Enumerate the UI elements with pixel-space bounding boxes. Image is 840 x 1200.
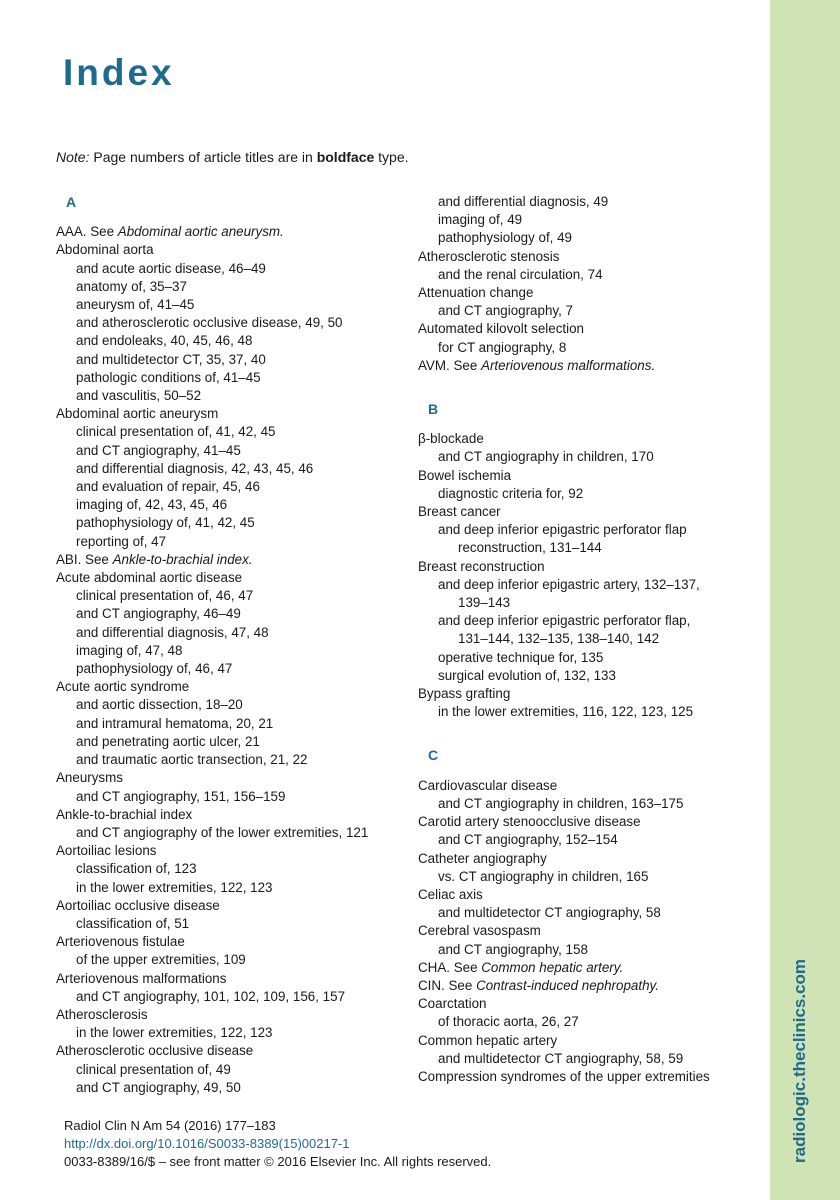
page-footer [64,1117,491,1171]
index-heading: Automated kilovolt selection [418,321,584,337]
index-subentry: and multidetector CT, 35, 37, 40 [76,351,266,367]
index-subentry: anatomy of, 35–37 [76,278,187,294]
index-subentry: classification of, 51 [76,915,190,931]
index-subentry: and deep inferior epigastric artery, 132–137, [438,576,700,592]
index-subentry: pathophysiology of, 41, 42, 45 [76,515,255,531]
index-heading: Breast cancer [418,504,501,520]
index-subentry: in the lower extremities, 116, 122, 123, 125 [438,704,694,720]
index-subentry: and CT angiography in children, 163–175 [438,795,684,811]
index-heading [56,223,396,241]
index-subentry: in the lower extremities, 122, 123 [76,1025,273,1041]
entry-text: AAA. See [56,224,118,240]
index-subentry: vs. CT angiography in children, 165 [438,868,649,884]
note-bold-word: boldface [316,149,375,165]
section-gap [418,721,758,746]
index-heading [418,977,758,995]
page-title: Index [63,52,175,93]
index-subentry: and traumatic aortic transection, 21, 22 [76,752,308,768]
index-subentry: operative technique for, 135 [438,649,604,665]
index-subentry: classification of, 123 [76,861,197,877]
index-heading: Bypass grafting [418,686,511,702]
index-heading [418,959,758,977]
index-subentry: and CT angiography, 101, 102, 109, 156, 157 [76,988,346,1004]
entry-text: CHA. See [418,959,482,975]
index-subentry: and CT angiography, 152–154 [438,832,618,848]
see-reference: Contrast-induced nephropathy. [476,977,659,993]
note-label: Note: [56,149,90,165]
note-text-post: type. [374,149,409,165]
section-letter: B [428,401,439,418]
index-subentry: in the lower extremities, 122, 123 [76,879,273,895]
index-heading: Arteriovenous fistulae [56,934,185,950]
index-heading [418,357,758,375]
index-note [56,149,409,165]
index-heading: Bowel ischemia [418,467,512,483]
index-subentry: imaging of, 47, 48 [76,642,183,658]
index-subentry: diagnostic criteria for, 92 [438,485,584,501]
index-subentry: and CT angiography, 46–49 [76,606,241,622]
see-reference: Common hepatic artery. [481,959,624,975]
index-subentry: clinical presentation of, 49 [76,1061,231,1077]
copyright-notice: 0033-8389/16/$ – see front matter © 2016 Elsevier Inc. All rights reserved. [64,1154,492,1169]
index-subentry: 131–144, 132–135, 138–140, 142 [458,631,660,647]
index-subentry: and multidetector CT angiography, 58, 59 [438,1050,684,1066]
index-subentry: aneurysm of, 41–45 [76,297,195,313]
index-heading: Attenuation change [418,285,534,301]
index-heading: Abdominal aortic aneurysm [56,406,219,422]
index-heading: Aortoiliac lesions [56,843,157,859]
index-heading: Atherosclerotic stenosis [418,248,560,264]
index-subentry: clinical presentation of, 46, 47 [76,588,254,604]
index-heading: Coarctation [418,996,487,1012]
doi-link[interactable]: http://dx.doi.org/10.1016/S0033-8389(15)00217-1 [64,1136,350,1151]
index-subentry: clinical presentation of, 41, 42, 45 [76,424,276,440]
note-text-pre: Page numbers of article titles are in [89,149,317,165]
section-letter: C [428,747,439,764]
journal-url[interactable]: radiologic.theclinics.com [790,958,809,1163]
index-subentry: reconstruction, 131–144 [458,540,602,556]
index-heading: Cardiovascular disease [418,777,558,793]
index-heading: Acute abdominal aortic disease [56,570,243,586]
index-subentry: 139–143 [458,595,511,611]
index-heading: Abdominal aorta [56,242,154,258]
index-subentry: and vasculitis, 50–52 [76,388,202,404]
index-subentry: and deep inferior epigastric perforator flap, [438,613,691,629]
index-heading: Atherosclerosis [56,1006,148,1022]
index-heading: Catheter angiography [418,850,547,866]
citation: Radiol Clin N Am 54 (2016) 177–183 [64,1118,276,1133]
index-subentry: and CT angiography in children, 170 [438,449,654,465]
section-letter: A [66,194,77,210]
index-heading: Breast reconstruction [418,558,545,574]
index-subentry: for CT angiography, 8 [438,339,567,355]
index-subentry: and CT angiography, 151, 156–159 [76,788,286,804]
index-subentry: and differential diagnosis, 49 [438,194,609,209]
index-subentry: and CT angiography of the lower extremities, 121 [76,824,369,840]
entry-text: AVM. See [418,357,482,373]
index-subentry: and intramural hematoma, 20, 21 [76,715,274,731]
index-subentry: pathophysiology of, 49 [438,230,573,246]
index-subentry: pathophysiology of, 46, 47 [76,661,233,677]
index-subentry: pathologic conditions of, 41–45 [76,369,261,385]
section-gap [418,375,758,400]
index-subentry: surgical evolution of, 132, 133 [438,667,616,683]
index-subentry: and penetrating aortic ulcer, 21 [76,733,260,749]
index-heading [56,551,396,569]
index-heading: Carotid artery stenoocclusive disease [418,814,641,830]
index-subentry: and atherosclerotic occlusive disease, 49, 50 [76,315,343,331]
index-subentry: and CT angiography, 158 [438,941,588,957]
index-subentry: reporting of, 47 [76,533,167,549]
index-subentry: of the upper extremities, 109 [76,952,246,968]
index-subentry: imaging of, 42, 43, 45, 46 [76,497,228,513]
index-subentry: and deep inferior epigastric perforator flap [438,522,687,538]
index-heading: Acute aortic syndrome [56,679,190,695]
see-reference: Abdominal aortic aneurysm. [117,224,284,240]
index-subentry: and differential diagnosis, 47, 48 [76,624,269,640]
index-subentry: imaging of, 49 [438,212,523,228]
index-heading: Arteriovenous malformations [56,970,227,986]
index-subentry: of thoracic aorta, 26, 27 [438,1014,579,1030]
index-heading: Cerebral vasospasm [418,923,541,939]
index-subentry: and differential diagnosis, 42, 43, 45, 46 [76,460,314,476]
index-heading: Aortoiliac occlusive disease [56,897,220,913]
index-subentry: and multidetector CT angiography, 58 [438,905,661,921]
see-reference: Arteriovenous malformations. [481,357,656,373]
index-heading: Aneurysms [56,770,123,786]
index-heading: Ankle-to-brachial index [56,806,193,822]
index-column-left [56,193,396,1097]
entry-text: CIN. See [418,977,477,993]
entry-text: ABI. See [56,551,113,567]
index-subentry: and endoleaks, 40, 45, 46, 48 [76,333,253,349]
index-subentry: and the renal circulation, 74 [438,266,603,282]
index-heading: Atherosclerotic occlusive disease [56,1043,254,1059]
index-heading: Common hepatic artery [418,1032,558,1048]
index-heading: β-blockade [418,431,484,447]
index-subentry: and acute aortic disease, 46–49 [76,260,266,276]
index-heading: Compression syndromes of the upper extremities [418,1068,710,1084]
index-heading: Celiac axis [418,886,483,902]
index-subentry: and CT angiography, 49, 50 [76,1079,241,1095]
index-subentry: and aortic dissection, 18–20 [76,697,243,713]
index-subentry: and evaluation of repair, 45, 46 [76,479,260,495]
index-column-right [418,193,758,1086]
index-subentry: and CT angiography, 7 [438,303,573,319]
see-reference: Ankle-to-brachial index. [112,551,253,567]
index-subentry: and CT angiography, 41–45 [76,442,241,458]
